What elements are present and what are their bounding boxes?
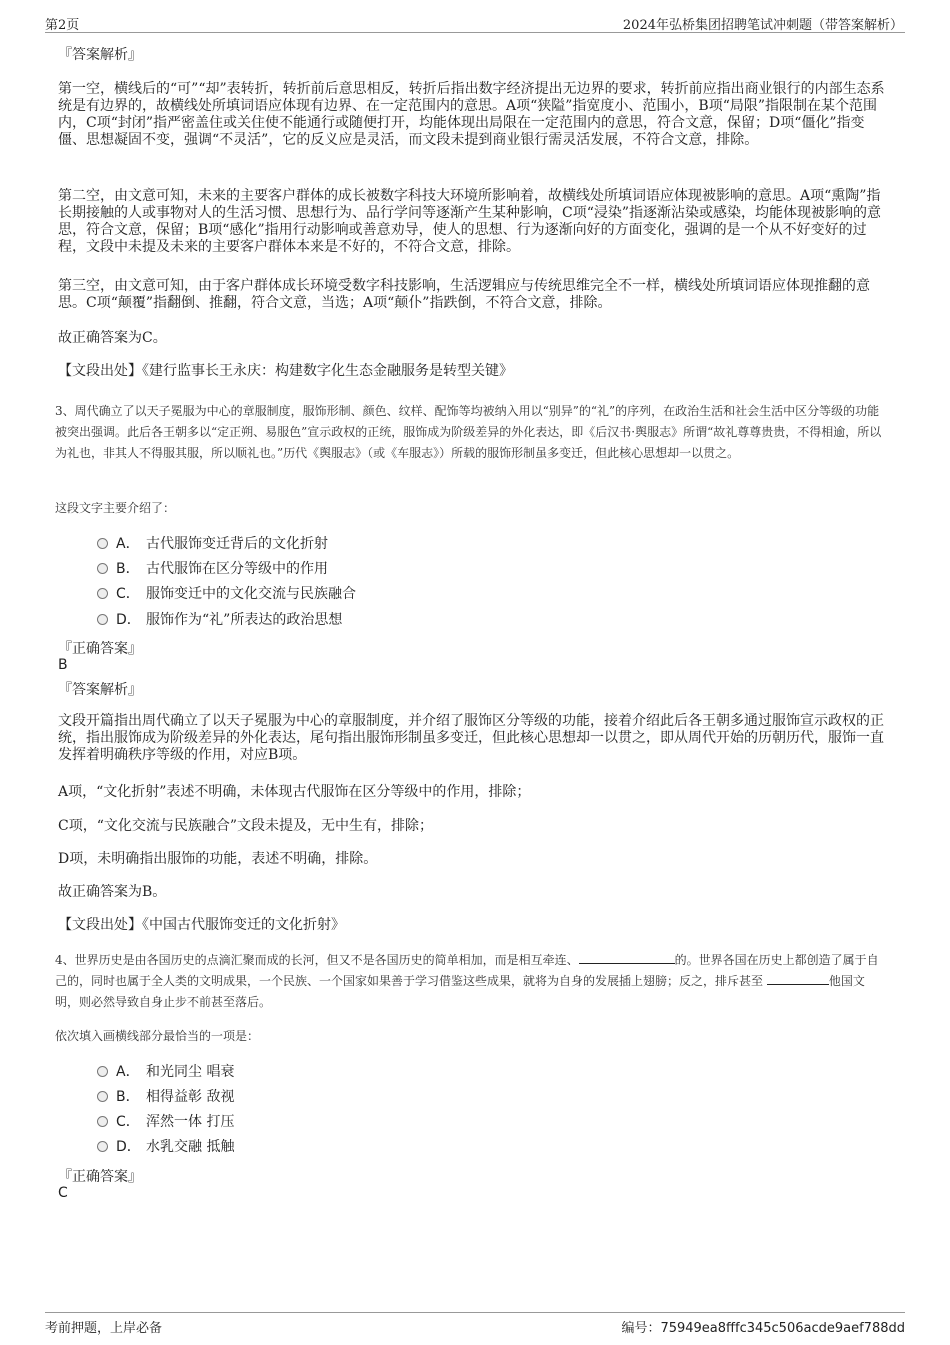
q2-analysis-para2: 第二空，由文意可知，未来的主要客户群体的成长被数字科技大环境所影响着，故横线处所填词语应体现被影响的意思。A项“熏陶”指长期接触的人或事物对人的生活习惯、思想行为、品行学问等逐渐产生某种影响，C项“浸染”指逐渐沾染或感染，均能体现被影响的意思，符合文意，保留；B项“感化”指用行动影响或善意劝导，使人的思想、行为逐渐向好的方面变化，强调的是一个从不好变好的过程，文段中未提及未来的主要客户群体本来是不好的，不符合文意，排除。 <box>58 188 882 255</box>
q2-source: 【文段出处】《建行监事长王永庆：构建数字化生态金融服务是转型关键》 <box>58 363 513 379</box>
option-text: 服饰变迁中的文化交流与民族融合 <box>146 586 356 602</box>
q4-option-a[interactable] <box>97 1061 234 1081</box>
q2-analysis-label: 『答案解析』 <box>58 47 142 63</box>
q4-text-part1: 4、世界历史是由各国历史的点滴汇聚而成的长河，但又不是各国历史的简单相加，而是相互牵连、 <box>55 953 579 967</box>
option-text: 相得益彰 敌视 <box>146 1089 235 1105</box>
q3-answer: B <box>58 657 68 673</box>
q4-text-part3: 他国文明，则必然导致自身止步不前甚至落后。 <box>55 974 865 1009</box>
option-text: 服饰作为“礼”所表达的政治思想 <box>146 612 343 628</box>
q3-option-d[interactable] <box>97 609 342 629</box>
q4-answer: C <box>58 1185 68 1201</box>
q4-answer-label: 『正确答案』 <box>58 1169 142 1185</box>
radio-icon[interactable] <box>97 1091 108 1102</box>
q3-prompt: 这段文字主要介绍了： <box>55 501 176 515</box>
q4-option-b[interactable] <box>97 1086 234 1106</box>
option-key: C． <box>116 1114 140 1130</box>
option-text: 古代服饰在区分等级中的作用 <box>146 561 328 577</box>
q3-source: 【文段出处】《中国古代服饰变迁的文化折射》 <box>58 917 345 933</box>
q2-analysis-para3: 第三空，由文意可知，由于客户群体成长环境受数字科技影响，生活逻辑应与传统思维完全不一样，横线处所填词语应体现推翻的意思。C项“颠覆”指翻倒、推翻，符合文意，当选；A项“颠仆”指跌倒，不符合文意，排除。 <box>58 278 870 311</box>
document-title: 2024年弘桥集团招聘笔试冲刺题（带答案解析） <box>622 18 903 33</box>
q4-question-text <box>55 950 887 1013</box>
code-value: 75949ea8fffc345c506acde9aef788dd <box>660 1321 905 1336</box>
q3-analysis: 文段开篇指出周代确立了以天子冕服为中心的章服制度，并介绍了服饰区分等级的功能，接着介绍此后各王朝多通过服饰宣示政权的正统，指出服饰成为阶级差异的外化表达，尾句指出服饰形制虽多变迁，但此核心思想却一以贯之，即从周代开始的历朝历代，服饰一直发挥着明确秩序等级的作用，对应B项。 <box>58 713 884 763</box>
option-text: 和光同尘 唱衰 <box>146 1064 235 1080</box>
q3-conclusion: 故正确答案为B。 <box>58 884 167 900</box>
option-key: D． <box>116 612 141 628</box>
radio-icon[interactable] <box>97 588 108 599</box>
radio-icon[interactable] <box>97 563 108 574</box>
option-text: 浑然一体 打压 <box>146 1114 235 1130</box>
option-key: A． <box>116 536 140 552</box>
q3-note-c: C项，“文化交流与民族融合”文段未提及，无中生有，排除； <box>58 818 434 834</box>
option-key: B． <box>116 561 140 577</box>
q2-conclusion: 故正确答案为C。 <box>58 330 167 346</box>
q3-note-a: A项，“文化折射”表述不明确，未体现古代服饰在区分等级中的作用，排除； <box>58 784 531 800</box>
q3-answer-label: 『正确答案』 <box>58 641 142 657</box>
document-code <box>621 1317 905 1336</box>
q3-option-a[interactable] <box>97 533 328 553</box>
radio-icon[interactable] <box>97 614 108 625</box>
q3-question-text: 3、周代确立了以天子冕服为中心的章服制度，服饰形制、颜色、纹样、配饰等均被纳入用以“别异”的“礼”的序列，在政治生活和社会生活中区分等级的功能被突出强调。此后各王朝多以“定正朔、易服色”宣示政权的正统，服饰成为阶级差异的外化表达，即《后汉书·舆服志》所谓“故礼尊尊贵贵，不得相逾，所以为礼也，非其人不得服其服，所以顺礼也。”历代《舆服志》（或《车服志》）所载的服饰形制虽多变迁，但此核心思想却一以贯之。 <box>55 404 882 460</box>
q4-text-part2: 的。世界各国在历史上都创造了属于自己的，同时也属于全人类的文明成果，一个民族、一个国家如果善于学习借鉴这些成果，就将为自身的发展插上翅膀；反之，排斥甚至 <box>55 953 879 988</box>
blank-line <box>767 972 829 985</box>
q4-prompt: 依次填入画横线部分最恰当的一项是： <box>55 1029 260 1043</box>
radio-icon[interactable] <box>97 1116 108 1127</box>
page-footer <box>45 1312 905 1335</box>
page-header <box>45 12 905 33</box>
page-number: 第2页 <box>45 18 80 33</box>
q3-analysis-label: 『答案解析』 <box>58 682 142 698</box>
option-text: 水乳交融 抵触 <box>146 1139 235 1155</box>
radio-icon[interactable] <box>97 1066 108 1077</box>
blank-line <box>579 951 675 964</box>
q3-note-d: D项，未明确指出服饰的功能，表述不明确，排除。 <box>58 851 378 867</box>
option-key: B． <box>116 1089 140 1105</box>
footer-slogan: 考前押题，上岸必备 <box>45 1321 163 1336</box>
option-text: 古代服饰变迁背后的文化折射 <box>146 536 328 552</box>
radio-icon[interactable] <box>97 1141 108 1152</box>
option-key: A． <box>116 1064 140 1080</box>
q3-option-b[interactable] <box>97 558 328 578</box>
radio-icon[interactable] <box>97 538 108 549</box>
q3-option-c[interactable] <box>97 583 356 603</box>
code-label: 编号： <box>621 1321 661 1336</box>
q4-option-c[interactable] <box>97 1111 234 1131</box>
q4-option-d[interactable] <box>97 1136 234 1156</box>
option-key: C． <box>116 586 140 602</box>
option-key: D． <box>116 1139 141 1155</box>
q2-analysis-para1: 第一空，横线后的“可”“却”表转折，转折前后意思相反，转折后指出数字经济提出无边界的要求，转折前应指出商业银行的内部生态系统是有边界的，故横线处所填词语应体现有边界、在一定范围内的意思。A项“狭隘”指宽度小、范围小，B项“局限”指限制在某个范围内，C项“封闭”指严密盖住或关住使不能通行或随便打开，均能体现出局限在一定范围内的意思，符合文意，保留；D项“僵化”指变僵、思想凝固不变，强调“不灵活”，它的反义应是灵活，而文段未提到商业银行需灵活发展，不符合文意，排除。 <box>58 81 885 148</box>
